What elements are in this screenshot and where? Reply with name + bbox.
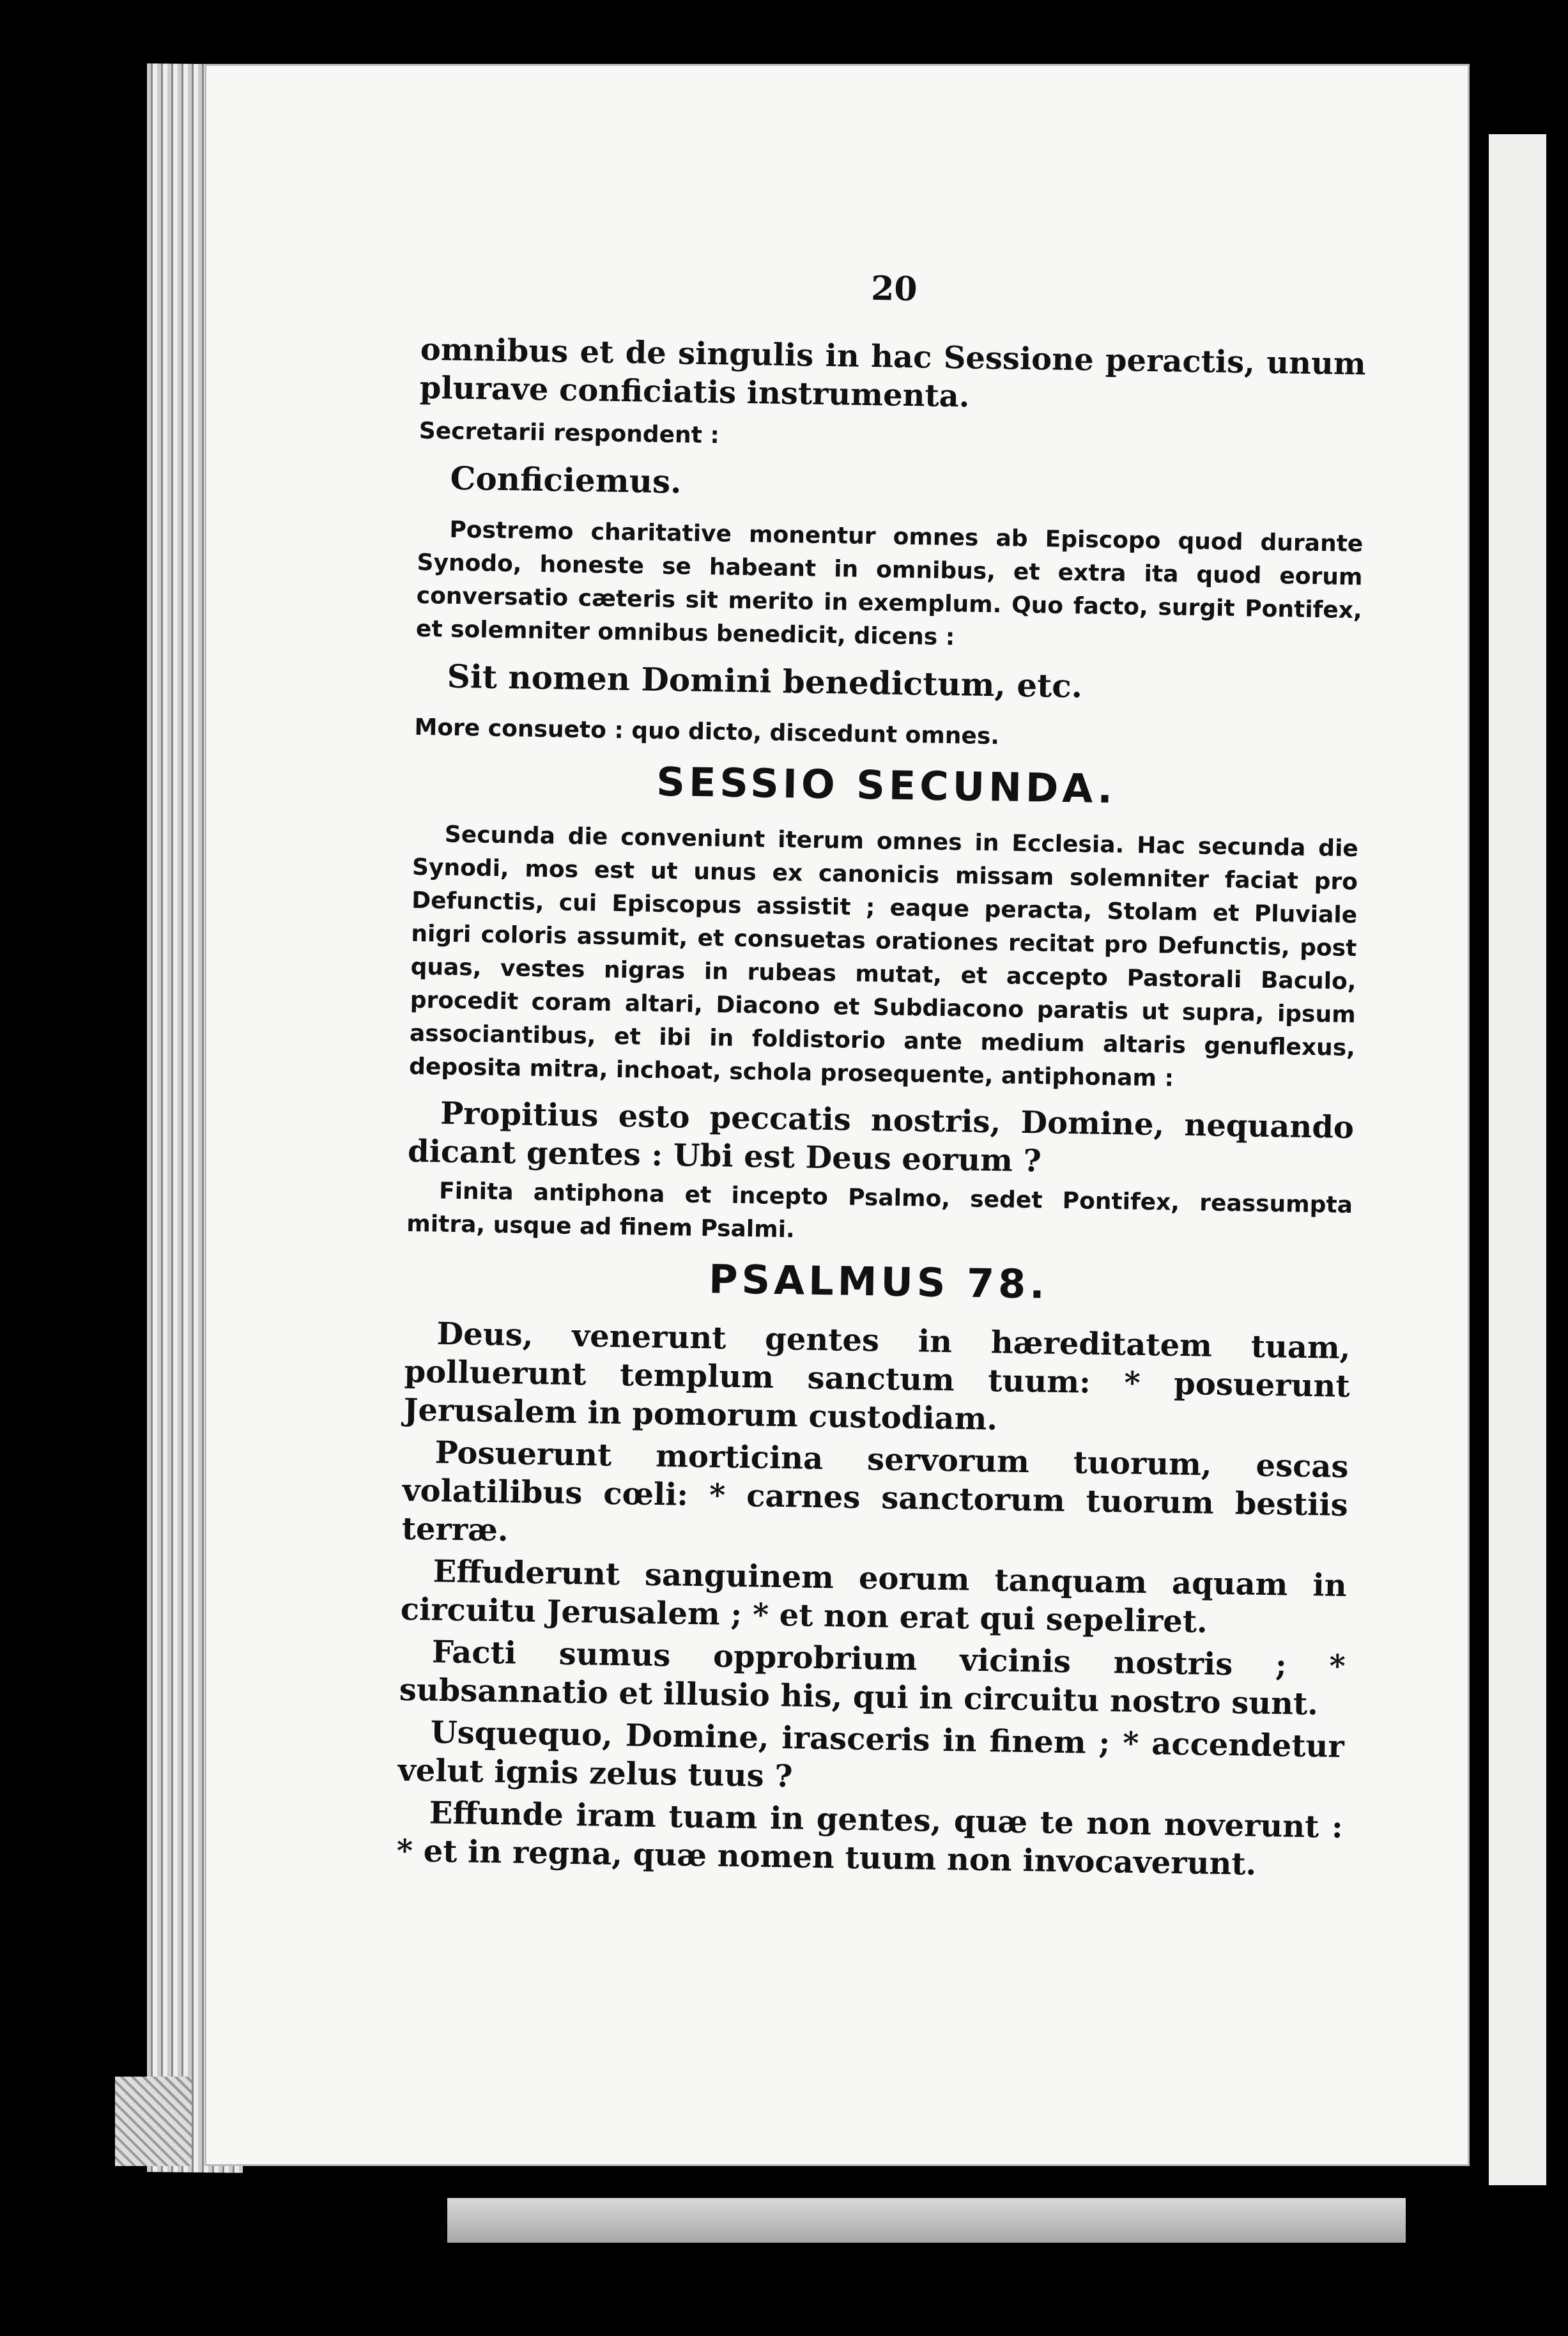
section-heading-psalm: PSALMUS 78. [708,1256,1049,1308]
bottom-page-strip [447,2198,1406,2243]
blessing-text: Sit nomen Domini benedictum, etc. [447,657,1083,705]
psalm-verse-5: Usquequo, Domine, irasceris in finem ; * accendetur velut ignis zelus tuus ? [397,1714,1345,1795]
rubric-psalm-start: Finita antiphona et incepto Psalmo, sedet Pontifex, reassumpta mitra, usque ad finem Psalmi. [406,1178,1353,1243]
page-text [396,262,1367,1889]
antiphon-text: Propitius esto peccatis nostris, Domine, nequando dicant gentes : Ubi est Deus eorum ? [407,1095,1355,1180]
psalm-verse-6: Effunde iram tuam in gentes, quæ te non noverunt : * et in regna, quæ nomen tuum non invocaverunt. [396,1795,1344,1882]
rubric-dismissal: More consueto : quo dicto, discedunt omnes. [414,714,1000,750]
psalm-verse-2: Posuerunt morticina servorum tuorum, escas volatilibus cœli: * carnes sanctorum tuorum bestiis terræ. [401,1434,1349,1549]
page-number: 20 [870,269,918,309]
rubric-admonition: Postremo charitative monentur omnes ab Episcopo quod durante Synodo, honeste se habeant in omnibus, et extra ita quod eorum conversatio cæteris sit merito in exemplum. Quo facto, surgit Pontifex, et solemniter omnibus benedicit, dicens : [415,516,1364,651]
paragraph-1: omnibus et de singulis in hac Sessione peractis, unum plurave conficiatis instrumenta. [419,331,1367,415]
page-corner [115,2077,192,2166]
psalm-verse-1: Deus, venerunt gentes in hæreditatem tuam, polluerunt templum sanctum tuum: * posuerunt Jerusalem in pomorum custodiam. [403,1316,1351,1438]
section-heading-sessio-secunda: SESSIO SECUNDA. [656,758,1117,813]
response-conficiemus: Conficiemus. [450,459,682,501]
psalm-verse-4: Facti sumus opprobrium vicinis nostris ; * subsannatio et illusio his, qui in circuitu nostro sunt. [399,1634,1346,1723]
rubric-secretaries: Secretarii respondent : [419,417,720,449]
facing-page-edge [1489,134,1546,2185]
rubric-second-day: Secunda die conveniunt iterum omnes in Ecclesia. Hac secunda die Synodi, mos est ut unus ex canonicis missam solemniter faciat pro Defunctis, cui Episcopus assistit ; eaque peracta, Stolam et Pluviale nigri coloris assumit, et consuetas orationes recitat pro Defunctis, post quas, vestes nigras in rubeas mutat, et accepto Pastorali Baculo, procedit coram altari, Diacono et Subdiacono paratis ut supra, ipsum associantibus, et ibi in foldistorio ante medium altaris genuflexus, deposita mitra, inchoat, schola prosequente, antiphonam : [408,821,1359,1092]
psalm-verse-3: Effuderunt sanguinem eorum tanquam aquam in circuitu Jerusalem ; * et non erat qui sepeliret. [400,1553,1348,1640]
